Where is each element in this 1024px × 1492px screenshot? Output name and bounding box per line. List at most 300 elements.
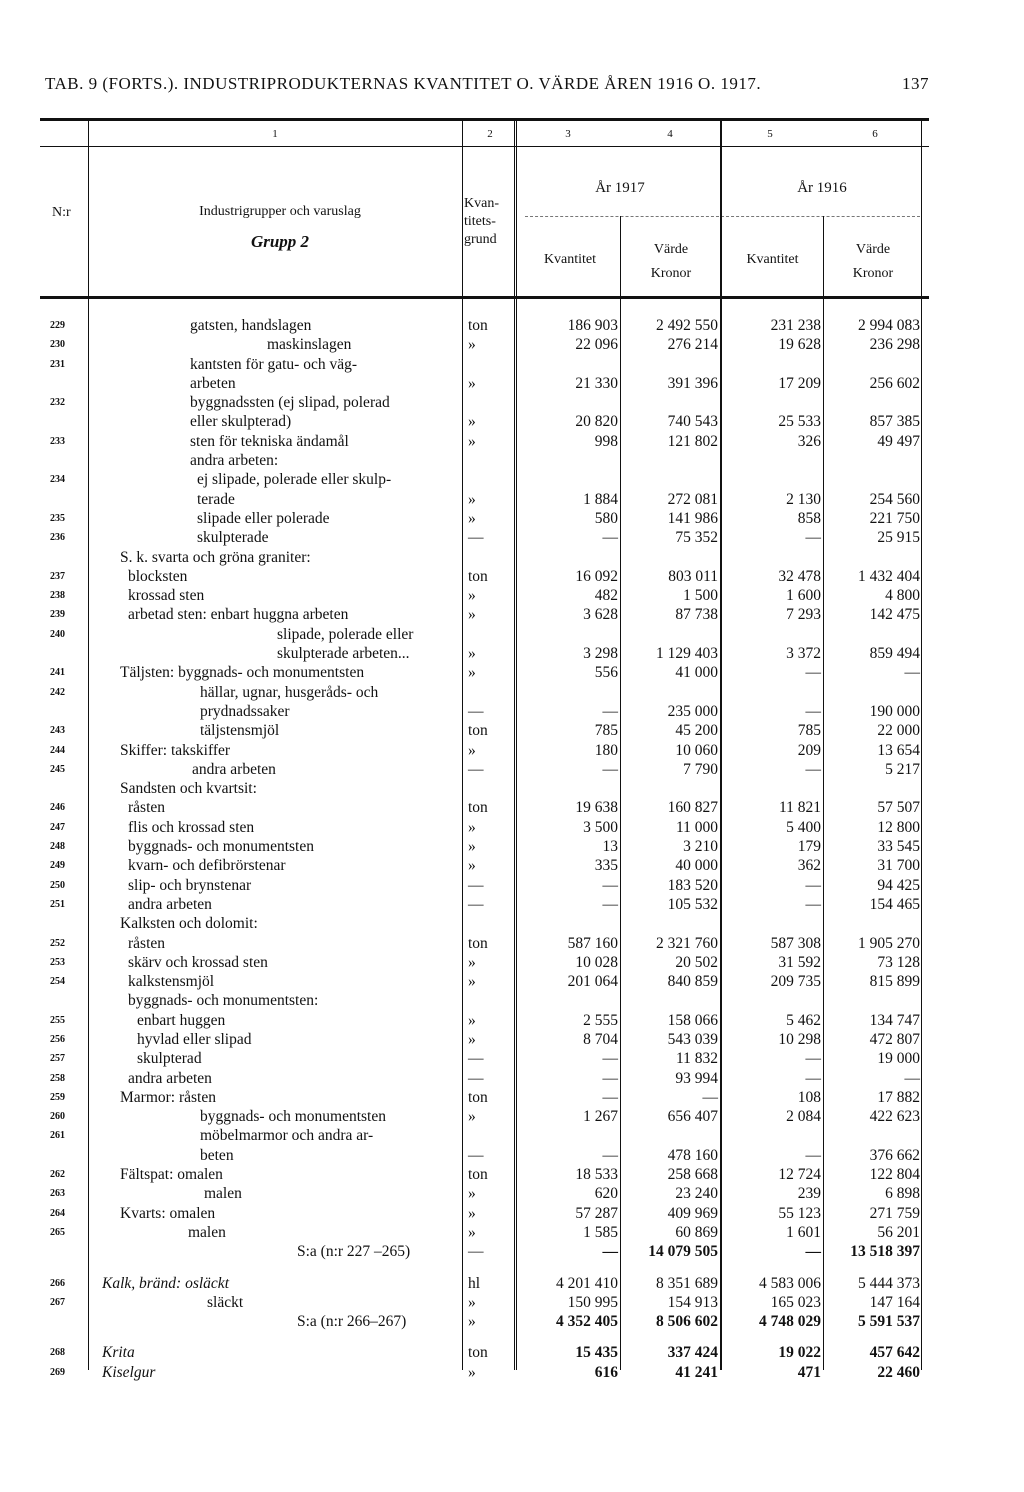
- table-row: [0, 374, 1024, 393]
- row-value-1917: 20 502: [675, 953, 718, 971]
- row-quantity-1917: 587 160: [567, 934, 618, 952]
- row-value-1917: 1 129 403: [656, 645, 718, 663]
- row-quantity-1916: 55 123: [778, 1204, 821, 1222]
- row-label: eller skulpterad): [190, 413, 292, 431]
- row-label: skulpterade: [197, 529, 269, 547]
- row-value-1917: 803 011: [668, 567, 718, 585]
- row-quantity-1917: 10 028: [575, 953, 618, 971]
- row-number: 243: [50, 725, 65, 737]
- table-row: [0, 1049, 1024, 1068]
- row-quantity-1916: 108: [797, 1088, 821, 1106]
- row-label: ej slipade, polerade eller skulp-: [197, 471, 392, 489]
- row-grund: »: [468, 818, 476, 836]
- row-value-1917: 23 240: [675, 1185, 718, 1203]
- table-row: [0, 1274, 1024, 1293]
- row-label: skulpterade arbeten...: [277, 645, 410, 663]
- row-quantity-1916: —: [805, 895, 821, 913]
- kronor-1917-header: Kronor: [650, 266, 692, 281]
- row-value-1916: 457 642: [869, 1344, 920, 1362]
- row-value-1916: 142 475: [869, 606, 920, 624]
- row-quantity-1916: 4 748 029: [759, 1313, 821, 1331]
- table-row: [0, 1146, 1024, 1165]
- table-row: [0, 1030, 1024, 1049]
- row-quantity-1917: 22 096: [575, 336, 618, 354]
- row-label: flis och krossad sten: [128, 818, 255, 836]
- kvantitet-1917-header: Kvantitet: [543, 252, 597, 267]
- table-row: [0, 1126, 1024, 1145]
- row-grund: »: [468, 973, 476, 991]
- row-quantity-1917: 186 903: [567, 317, 618, 334]
- row-value-1917: 87 738: [675, 606, 718, 624]
- row-value-1917: 183 520: [667, 876, 718, 894]
- table-row: [0, 1165, 1024, 1184]
- row-quantity-1917: —: [602, 1088, 618, 1106]
- table-body: [0, 316, 1024, 1382]
- row-label: byggnadssten (ej slipad, polerad: [190, 394, 390, 412]
- grund-header-1: Kvan-: [464, 196, 499, 211]
- row-grund: ton: [468, 799, 488, 817]
- top-rule: [40, 118, 929, 121]
- row-quantity-1916: 4 583 006: [759, 1274, 821, 1292]
- row-quantity-1916: —: [805, 760, 821, 778]
- row-value-1917: 543 039: [667, 1030, 718, 1048]
- row-quantity-1916: 785: [797, 722, 821, 740]
- row-value-1917: 258 668: [667, 1166, 718, 1184]
- row-number: 248: [50, 841, 65, 853]
- nr-header: N:r: [52, 205, 71, 220]
- row-number: 229: [50, 320, 65, 331]
- row-value-1917: 840 859: [667, 973, 718, 991]
- row-quantity-1916: 25 533: [778, 413, 821, 431]
- row-value-1916: 2 994 083: [858, 317, 920, 334]
- row-value-1917: 391 396: [667, 374, 718, 392]
- row-number: 252: [50, 937, 65, 949]
- row-quantity-1916: —: [805, 529, 821, 547]
- table-row: [0, 972, 1024, 991]
- row-value-1916: 22 460: [877, 1363, 920, 1381]
- row-value-1917: 10 060: [675, 741, 718, 759]
- row-value-1917: 41 000: [675, 664, 718, 682]
- row-quantity-1917: 20 820: [575, 413, 618, 431]
- row-value-1917: 656 407: [667, 1108, 718, 1126]
- row-grund: —: [468, 876, 484, 894]
- row-quantity-1917: 482: [594, 587, 618, 605]
- row-grund: »: [468, 1185, 476, 1203]
- row-grund: »: [468, 838, 476, 856]
- row-value-1916: 56 201: [877, 1223, 920, 1241]
- row-grund: »: [468, 509, 476, 527]
- row-label: kalkstensmjöl: [128, 973, 215, 991]
- table-row: [0, 702, 1024, 721]
- row-label: blocksten: [128, 567, 188, 585]
- row-number: 238: [50, 590, 65, 602]
- column-number-2: 2: [487, 128, 493, 140]
- row-value-1916: —: [904, 1069, 920, 1087]
- row-grund: »: [468, 336, 476, 354]
- row-value-1916: 17 882: [877, 1088, 920, 1106]
- row-value-1917: 478 160: [667, 1146, 718, 1164]
- row-quantity-1916: 326: [797, 432, 821, 450]
- page-number: 137: [902, 74, 929, 93]
- row-quantity-1917: 57 287: [575, 1204, 618, 1222]
- row-grund: »: [468, 645, 476, 663]
- row-label: byggnads- och monumentsten: [200, 1108, 386, 1126]
- row-quantity-1916: —: [805, 664, 821, 682]
- row-quantity-1917: 3 500: [583, 818, 618, 836]
- row-grund: »: [468, 606, 476, 624]
- row-label: Kvarts: omalen: [120, 1204, 216, 1222]
- row-quantity-1916: 209 735: [770, 973, 821, 991]
- row-quantity-1916: 1 600: [786, 587, 821, 605]
- table-row: [0, 1363, 1024, 1382]
- table-row: [0, 644, 1024, 663]
- row-label: hällar, ugnar, husgeråds- och: [200, 683, 379, 701]
- row-number: 242: [50, 686, 65, 698]
- row-label: råsten: [128, 799, 166, 817]
- row-quantity-1917: —: [602, 1050, 618, 1068]
- row-value-1916: 13 654: [877, 741, 920, 759]
- row-value-1917: 272 081: [667, 490, 718, 508]
- row-value-1917: 11 000: [675, 818, 718, 836]
- row-value-1916: 57 507: [877, 799, 920, 817]
- row-label: andra arbeten: [128, 895, 212, 913]
- row-value-1916: 254 560: [869, 490, 920, 508]
- row-value-1917: 8 351 689: [656, 1274, 718, 1292]
- table-row: [0, 741, 1024, 760]
- row-number: 255: [50, 1014, 65, 1026]
- row-grund: »: [468, 1030, 476, 1048]
- grund-header-2: titets-: [464, 214, 496, 229]
- row-quantity-1916: —: [805, 876, 821, 894]
- row-quantity-1917: 620: [594, 1185, 618, 1203]
- group-name: Grupp 2: [250, 232, 310, 251]
- row-grund: »: [468, 664, 476, 682]
- table-row: [0, 412, 1024, 431]
- row-value-1916: 73 128: [877, 953, 920, 971]
- table-row: [0, 818, 1024, 837]
- row-label: prydnadssaker: [200, 702, 290, 720]
- table-row: [0, 1107, 1024, 1126]
- row-value-1917: 1 500: [683, 587, 718, 605]
- row-quantity-1916: 5 400: [786, 818, 821, 836]
- row-value-1917: 740 543: [667, 413, 718, 431]
- table-row: [0, 895, 1024, 914]
- row-number: 233: [50, 435, 65, 447]
- row-value-1917: 3 210: [683, 838, 718, 856]
- row-label: Täljsten: byggnads- och monumentsten: [120, 664, 365, 682]
- row-label: slip- och brynstenar: [128, 876, 252, 894]
- row-grund: —: [468, 702, 484, 720]
- row-label: hyvlad eller slipad: [137, 1030, 252, 1048]
- row-value-1916: 19 000: [877, 1050, 920, 1068]
- table-row: [0, 1343, 1024, 1362]
- row-value-1917: 141 986: [667, 509, 718, 527]
- row-number: 267: [50, 1296, 65, 1308]
- row-grund: »: [468, 374, 476, 392]
- table-row: [0, 779, 1024, 798]
- row-value-1916: 236 298: [869, 336, 920, 354]
- table-row: [0, 663, 1024, 682]
- row-value-1916: 422 623: [869, 1108, 920, 1126]
- row-grund: —: [468, 1243, 484, 1261]
- row-grund: ton: [468, 317, 488, 334]
- row-value-1916: 154 465: [869, 895, 920, 913]
- row-label: skulpterad: [137, 1050, 202, 1068]
- row-number: 232: [50, 397, 65, 409]
- row-value-1917: 121 802: [667, 432, 718, 450]
- row-number: 262: [50, 1169, 65, 1181]
- row-label: släckt: [207, 1293, 244, 1311]
- varde-1916-header: Värde: [855, 242, 891, 257]
- row-number: 236: [50, 532, 65, 544]
- row-label: kvarn- och defibrörstenar: [128, 857, 286, 875]
- row-quantity-1917: 8 704: [583, 1030, 618, 1048]
- row-label: Marmor: råsten: [120, 1088, 216, 1106]
- column-number-6: 6: [872, 128, 878, 140]
- row-label: malen: [204, 1185, 242, 1203]
- row-grund: —: [468, 1050, 484, 1068]
- row-value-1917: —: [702, 1088, 718, 1106]
- table-row: [0, 760, 1024, 779]
- row-value-1916: 13 518 397: [850, 1243, 920, 1261]
- row-quantity-1917: 785: [594, 722, 618, 740]
- row-quantity-1917: 13: [602, 838, 618, 856]
- row-label: terade: [197, 490, 235, 508]
- row-quantity-1917: —: [602, 1069, 618, 1087]
- table-row: [0, 1069, 1024, 1088]
- row-label: arbetad sten: enbart huggna arbeten: [128, 606, 349, 624]
- row-label: Skiffer: takskiffer: [120, 741, 231, 759]
- row-value-1916: 25 915: [877, 529, 920, 547]
- row-quantity-1917: 180: [594, 741, 618, 759]
- row-value-1917: 40 000: [675, 857, 718, 875]
- row-grund: »: [468, 1204, 476, 1222]
- row-quantity-1916: 17 209: [778, 374, 821, 392]
- row-label: täljstensmjöl: [200, 722, 280, 740]
- row-quantity-1917: 556: [594, 664, 618, 682]
- row-quantity-1916: 587 308: [770, 934, 821, 952]
- row-quantity-1917: 4 352 405: [556, 1313, 618, 1331]
- row-label: Fältspat: omalen: [120, 1166, 223, 1184]
- row-quantity-1917: —: [602, 702, 618, 720]
- column-number-3: 3: [565, 128, 571, 140]
- row-quantity-1917: 1 585: [583, 1223, 618, 1241]
- table-row: [0, 490, 1024, 509]
- table-row: [0, 586, 1024, 605]
- row-quantity-1916: 19 628: [778, 336, 821, 354]
- row-grund: ton: [468, 567, 488, 585]
- row-value-1917: 11 832: [675, 1050, 718, 1068]
- row-label: råsten: [128, 934, 166, 952]
- row-value-1916: 49 497: [877, 432, 920, 450]
- row-number: 256: [50, 1033, 65, 1045]
- table-row: [0, 991, 1024, 1010]
- row-quantity-1917: 16 092: [575, 567, 618, 585]
- header-bottom-rule: [40, 296, 929, 299]
- row-value-1916: 472 807: [869, 1030, 920, 1048]
- row-number: 266: [50, 1277, 65, 1289]
- row-label: sten för tekniska ändamål: [190, 432, 349, 450]
- row-value-1916: 5 591 537: [858, 1313, 920, 1331]
- row-number: 240: [50, 628, 65, 640]
- row-value-1916: 271 759: [869, 1204, 920, 1222]
- row-value-1917: 154 913: [667, 1293, 718, 1311]
- row-grund: hl: [468, 1274, 481, 1292]
- year-divider-rule: [525, 216, 920, 217]
- table-row: [0, 1088, 1024, 1107]
- row-label: S. k. svarta och gröna graniter:: [120, 548, 311, 566]
- row-quantity-1916: —: [805, 1243, 821, 1261]
- row-number: 246: [50, 802, 65, 814]
- row-quantity-1916: —: [805, 1146, 821, 1164]
- row-value-1916: 122 804: [869, 1166, 920, 1184]
- table-row: [0, 335, 1024, 354]
- row-quantity-1917: —: [602, 1146, 618, 1164]
- table-row: [0, 856, 1024, 875]
- row-grund: »: [468, 1108, 476, 1126]
- row-quantity-1916: 239: [797, 1185, 821, 1203]
- row-grund: ton: [468, 1344, 488, 1362]
- row-value-1916: 376 662: [869, 1146, 920, 1164]
- row-value-1916: 1 432 404: [858, 567, 920, 585]
- row-quantity-1917: 998: [594, 432, 618, 450]
- table-row: [0, 316, 1024, 335]
- row-quantity-1916: 231 238: [770, 317, 821, 334]
- row-number: 268: [50, 1347, 65, 1359]
- row-quantity-1916: 12 724: [778, 1166, 821, 1184]
- table-row: [0, 470, 1024, 489]
- row-label: arbeten: [190, 374, 236, 392]
- row-grund: ton: [468, 1088, 488, 1106]
- table-row: [0, 567, 1024, 586]
- row-number: 234: [50, 474, 65, 486]
- year-1917-header: År 1917: [595, 180, 645, 196]
- row-number: 265: [50, 1226, 65, 1238]
- table-row: [0, 509, 1024, 528]
- kronor-1916-header: Kronor: [852, 266, 894, 281]
- row-quantity-1917: 580: [594, 509, 618, 527]
- row-value-1916: 4 800: [885, 587, 920, 605]
- row-value-1916: 22 000: [877, 722, 920, 740]
- row-value-1916: 6 898: [885, 1185, 920, 1203]
- row-number: 250: [50, 879, 65, 891]
- row-grund: —: [468, 1146, 484, 1164]
- row-value-1917: 235 000: [667, 702, 718, 720]
- row-quantity-1917: 19 638: [575, 799, 618, 817]
- row-value-1916: 190 000: [869, 702, 920, 720]
- table-row: [0, 1011, 1024, 1030]
- table-row: [0, 432, 1024, 451]
- group-header: Industrigrupper och varuslag: [199, 204, 361, 219]
- row-quantity-1917: 15 435: [575, 1344, 618, 1362]
- row-value-1917: 158 066: [667, 1011, 718, 1029]
- row-number: 231: [50, 358, 65, 370]
- row-value-1917: 41 241: [675, 1363, 718, 1381]
- row-grund: »: [468, 1011, 476, 1029]
- row-grund: »: [468, 1313, 476, 1331]
- row-grund: »: [468, 741, 476, 759]
- row-grund: —: [468, 760, 484, 778]
- row-label: kantsten för gatu- och väg-: [190, 355, 357, 373]
- row-number: 260: [50, 1111, 65, 1123]
- row-quantity-1916: 858: [797, 509, 821, 527]
- row-value-1916: 5 217: [885, 760, 920, 778]
- row-value-1916: 221 750: [869, 509, 920, 527]
- table-row: [0, 721, 1024, 740]
- row-grund: »: [468, 857, 476, 875]
- row-quantity-1916: 3 372: [786, 645, 821, 663]
- table-row: [0, 1184, 1024, 1203]
- column-number-5: 5: [767, 128, 773, 140]
- row-grund: —: [468, 529, 484, 547]
- row-value-1917: 160 827: [667, 799, 718, 817]
- year-1916-header: År 1916: [797, 180, 847, 196]
- row-value-1916: 859 494: [869, 645, 920, 663]
- table-row: [0, 953, 1024, 972]
- row-value-1916: 857 385: [869, 413, 920, 431]
- table-row: [0, 876, 1024, 895]
- table-row: [0, 355, 1024, 374]
- row-quantity-1916: 7 293: [786, 606, 821, 624]
- row-quantity-1917: 335: [594, 857, 618, 875]
- row-label: krossad sten: [128, 587, 205, 605]
- row-quantity-1917: 21 330: [575, 374, 618, 392]
- row-value-1916: 147 164: [869, 1293, 920, 1311]
- row-quantity-1916: 2 084: [786, 1108, 821, 1126]
- row-label: Kalk, bränd: osläckt: [102, 1274, 229, 1292]
- row-grund: »: [468, 490, 476, 508]
- row-value-1916: 5 444 373: [858, 1274, 920, 1292]
- table-row: [0, 1312, 1024, 1331]
- row-number: 247: [50, 821, 65, 833]
- row-label: beten: [200, 1146, 234, 1164]
- row-label: slipade, polerade eller: [277, 625, 414, 643]
- row-value-1917: 276 214: [667, 336, 718, 354]
- row-grund: —: [468, 1069, 484, 1087]
- row-quantity-1917: 4 201 410: [556, 1274, 618, 1292]
- row-number: 263: [50, 1188, 65, 1200]
- row-value-1917: 45 200: [675, 722, 718, 740]
- row-number: 244: [50, 744, 65, 756]
- row-grund: —: [468, 895, 484, 913]
- column-number-4: 4: [667, 128, 673, 140]
- row-label: skärv och krossad sten: [128, 953, 268, 971]
- row-value-1917: 60 869: [675, 1223, 718, 1241]
- row-quantity-1916: 362: [797, 857, 821, 875]
- row-value-1917: 409 969: [667, 1204, 718, 1222]
- row-quantity-1917: —: [602, 529, 618, 547]
- row-quantity-1916: 165 023: [770, 1293, 821, 1311]
- row-value-1917: 75 352: [675, 529, 718, 547]
- row-quantity-1917: 18 533: [575, 1166, 618, 1184]
- row-quantity-1917: 201 064: [567, 973, 618, 991]
- row-value-1916: 134 747: [869, 1011, 920, 1029]
- row-grund: »: [468, 1363, 476, 1381]
- table-row: [0, 1293, 1024, 1312]
- row-grund: ton: [468, 1166, 488, 1184]
- row-number: 239: [50, 609, 65, 621]
- row-number: 259: [50, 1091, 65, 1103]
- row-value-1916: 1 905 270: [858, 934, 920, 952]
- row-number: 241: [50, 667, 65, 679]
- row-quantity-1917: —: [602, 876, 618, 894]
- row-label: gatsten, handslagen: [190, 317, 312, 334]
- row-label: enbart huggen: [137, 1011, 226, 1029]
- row-quantity-1916: 209: [797, 741, 821, 759]
- row-number: 251: [50, 898, 65, 910]
- row-quantity-1916: 31 592: [778, 953, 821, 971]
- row-value-1916: 256 602: [869, 374, 920, 392]
